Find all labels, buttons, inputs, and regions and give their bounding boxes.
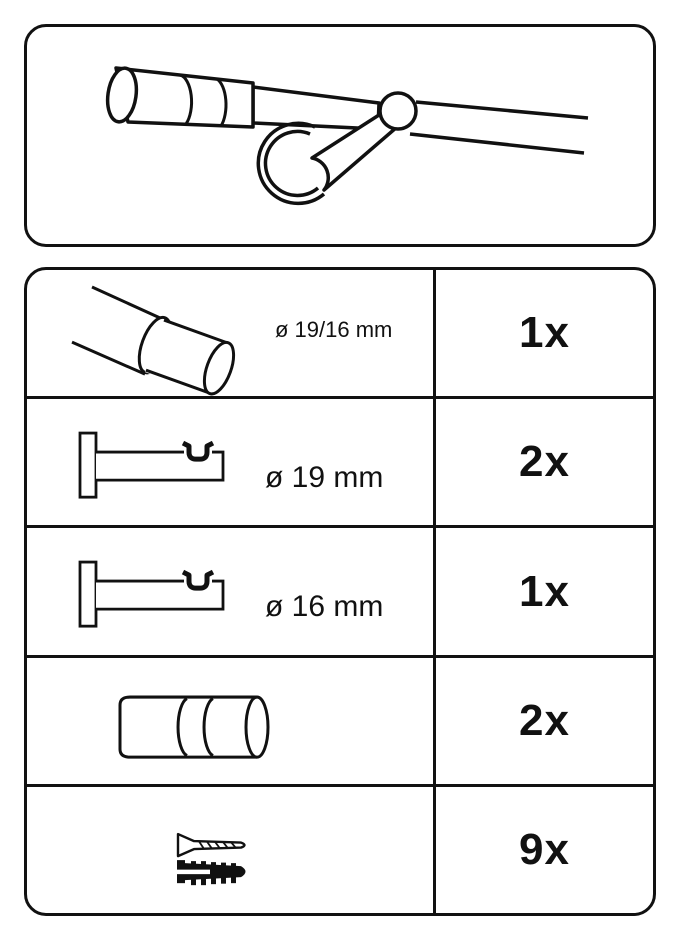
part-size-label: ø 19/16 mm [275, 317, 393, 342]
rod-right-bottom-line [410, 134, 584, 153]
part-quantity-cell [433, 528, 653, 654]
screw-icon [178, 834, 245, 856]
parts-row-fasteners [27, 784, 653, 913]
part-quantity: 1x [519, 308, 570, 358]
part-size-label: ø 16 mm [265, 590, 384, 624]
part-quantity-cell [433, 787, 653, 913]
part-quantity-cell [433, 270, 653, 396]
parts-row-bracket-19 [27, 396, 653, 525]
part-illustration-cell [27, 658, 433, 784]
assembled-rod-illustration [27, 27, 653, 244]
bracket-ball-joint [380, 93, 416, 129]
screw-and-wall-plug-icon [27, 787, 433, 913]
parts-row-telescopic-rod [27, 270, 653, 396]
rod-right-top-line [416, 102, 588, 118]
part-quantity: 9x [519, 824, 570, 874]
part-size-label: ø 19 mm [265, 461, 384, 495]
part-quantity: 2x [519, 695, 570, 745]
part-quantity-cell [433, 399, 653, 525]
assembled-rod-panel [24, 24, 656, 247]
end-cap-finial [104, 66, 253, 127]
parts-row-bracket-16 [27, 525, 653, 654]
part-quantity: 2x [519, 437, 570, 487]
wall-plug-icon [177, 860, 246, 885]
parts-row-connector [27, 655, 653, 784]
part-illustration-cell [27, 787, 433, 913]
parts-table [24, 267, 656, 916]
part-illustration-cell [27, 399, 433, 525]
part-quantity-cell [433, 658, 653, 784]
rod-body [253, 87, 379, 129]
connector-sleeve-icon [27, 658, 433, 784]
part-illustration-cell [27, 270, 433, 396]
bracket-cup [258, 123, 324, 203]
part-quantity: 1x [519, 566, 570, 616]
part-illustration-cell [27, 528, 433, 654]
